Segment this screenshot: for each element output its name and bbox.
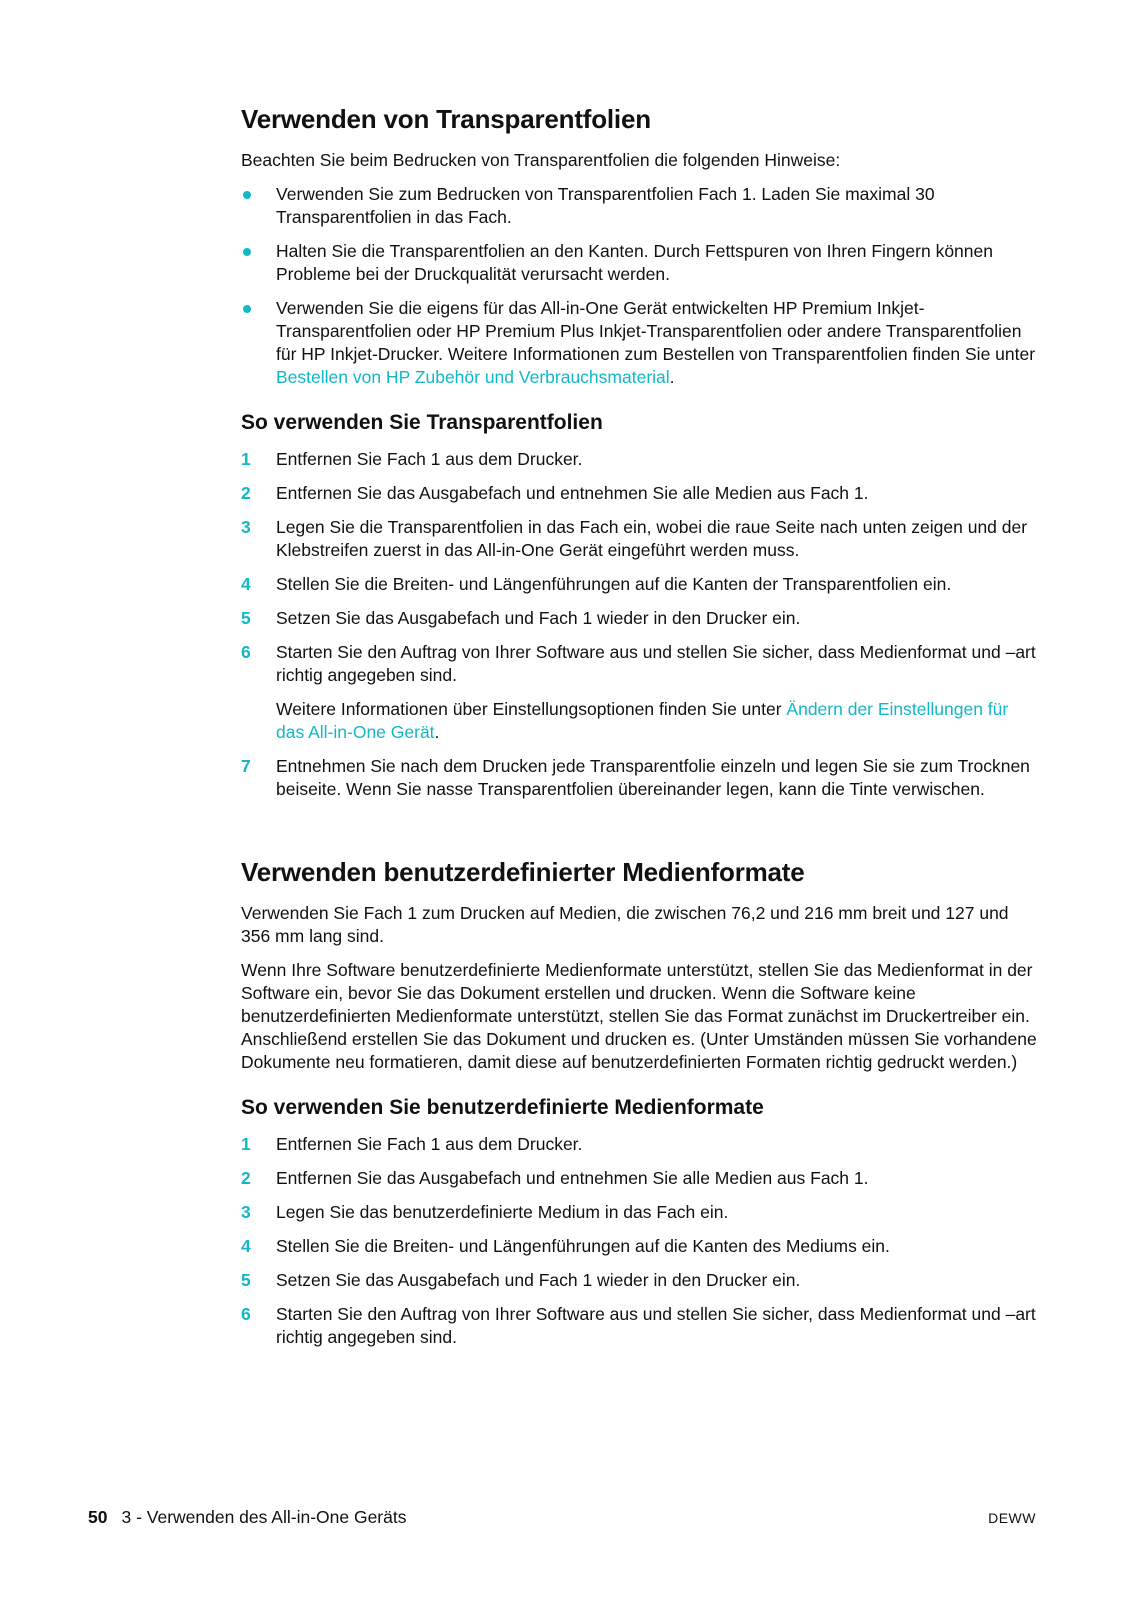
list-item [241,240,1041,286]
step-text: Entnehmen Sie nach dem Drucken jede Transparentfolie einzeln und legen Sie sie zum Trocknen beiseite. Wenn Sie nasse Transparentfolien übereinander legen, kann die Tinte verwischen. [276,756,1030,799]
step-item [241,1167,1041,1190]
step-item [241,573,1041,596]
step-number: 1 [241,449,251,469]
step-text: Entfernen Sie das Ausgabefach und entnehmen Sie alle Medien aus Fach 1. [276,483,869,503]
steps-list-custom-media [241,1133,1041,1349]
step-number: 2 [241,483,251,503]
step-item [241,448,1041,471]
custom-media-paragraph-1: Verwenden Sie Fach 1 zum Drucken auf Medien, die zwischen 76,2 und 216 mm breit und 127 und 356 mm lang sind. [241,903,1009,946]
step-text: Legen Sie die Transparentfolien in das Fach ein, wobei die raue Seite nach unten zeigen und der Klebstreifen zuerst in das All-in-One Gerät eingeführt werden muss. [276,517,1028,560]
step-text: Stellen Sie die Breiten- und Längenführungen auf die Kanten der Transparentfolien ein. [276,574,952,594]
step-number: 1 [241,1134,251,1154]
hint-list [241,183,1041,389]
intro-paragraph: Beachten Sie beim Bedrucken von Transparentfolien die folgenden Hinweise: [241,150,841,170]
step-text: Setzen Sie das Ausgabefach und Fach 1 wieder in den Drucker ein. [276,608,801,628]
step-text: Legen Sie das benutzerdefinierte Medium in das Fach ein. [276,1202,729,1222]
step-number: 2 [241,1168,251,1188]
step-item [241,755,1041,801]
step-item [241,516,1041,562]
step-item [241,641,1041,744]
section-title-transparencies: Verwenden von Transparentfolien [241,104,651,134]
step-number: 7 [241,756,251,776]
subsection-title-transparencies: So verwenden Sie Transparentfolien [241,411,603,434]
list-item-text: Verwenden Sie die eigens für das All-in-One Gerät entwickelten HP Premium Inkjet-Transparentfolien oder HP Premium Plus Inkjet-Transparentfolien oder andere Transparentfolien für HP Inkjet-Drucker. Weitere Informationen zum Bestellen von Transparentfolien finden Sie unter [276,298,1036,364]
step-item [241,482,1041,505]
step-text: Entfernen Sie das Ausgabefach und entnehmen Sie alle Medien aus Fach 1. [276,1168,869,1188]
list-item [241,297,1041,389]
step-item [241,1201,1041,1224]
subsection-title-custom-media: So verwenden Sie benutzerdefinierte Medienformate [241,1096,764,1119]
step-item [241,1133,1041,1156]
link-ordering-supplies[interactable]: Bestellen von HP Zubehör und Verbrauchsmaterial [276,367,670,387]
step-number: 6 [241,1304,251,1324]
step-number: 5 [241,1270,251,1290]
step-text: Setzen Sie das Ausgabefach und Fach 1 wieder in den Drucker ein. [276,1270,801,1290]
step-text: Starten Sie den Auftrag von Ihrer Software aus und stellen Sie sicher, dass Medienformat und –art richtig angegeben sind. [276,1304,1036,1347]
step-item [241,1303,1041,1349]
bullet-icon [243,248,251,256]
link-change-settings[interactable]: Ändern der Einstellungen für das All-in-One Gerät [276,699,1009,742]
bullet-icon [243,191,251,199]
chapter-title: 3 - Verwenden des All-in-One Geräts [121,1507,407,1527]
step-text: Entfernen Sie Fach 1 aus dem Drucker. [276,1134,583,1154]
list-item-text: Halten Sie die Transparentfolien an den Kanten. Durch Fettspuren von Ihren Fingern können Probleme bei der Druckqualität verursacht werden. [276,241,993,284]
page-footer [88,1506,1036,1528]
page-number: 50 [88,1507,108,1527]
step-note [276,698,1041,744]
step-text: Stellen Sie die Breiten- und Längenführungen auf die Kanten des Mediums ein. [276,1236,890,1256]
step-item [241,607,1041,630]
list-item-text-end: . [669,367,675,387]
step-number: 3 [241,517,251,537]
section-title-custom-media: Verwenden benutzerdefinierter Medienformate [241,857,805,887]
step-number: 5 [241,608,251,628]
step-text: Entfernen Sie Fach 1 aus dem Drucker. [276,449,583,469]
page-content [241,103,1041,1360]
list-item-text: Verwenden Sie zum Bedrucken von Transparentfolien Fach 1. Laden Sie maximal 30 Transparentfolien in das Fach. [276,184,935,227]
step-item [241,1235,1041,1258]
step-note-text: Weitere Informationen über Einstellungsoptionen finden Sie unter [276,699,787,719]
step-number: 6 [241,642,251,662]
custom-media-paragraph-2: Wenn Ihre Software benutzerdefinierte Medienformate unterstützt, stellen Sie das Medienformat in der Software ein, bevor Sie das Dokument erstellen und drucken. Wenn die Software keine benutzerdefinierten Medienformate unterstützt, stellen Sie das Format zunächst im Druckertreiber ein. Anschließend erstellen Sie das Dokument und drucken es. (Unter Umständen müssen Sie vorhandene Dokumente neu formatieren, damit diese auf benutzerdefinierten Formaten richtig gedruckt werden.) [241,960,1037,1072]
step-number: 3 [241,1202,251,1222]
document-code: DEWW [988,1510,1036,1526]
step-text: Starten Sie den Auftrag von Ihrer Software aus und stellen Sie sicher, dass Medienformat und –art richtig angegeben sind. [276,642,1036,685]
step-item [241,1269,1041,1292]
bullet-icon [243,305,251,313]
list-item [241,183,1041,229]
step-note-end: . [434,722,440,742]
steps-list-transparencies [241,448,1041,801]
step-number: 4 [241,574,251,594]
step-number: 4 [241,1236,251,1256]
